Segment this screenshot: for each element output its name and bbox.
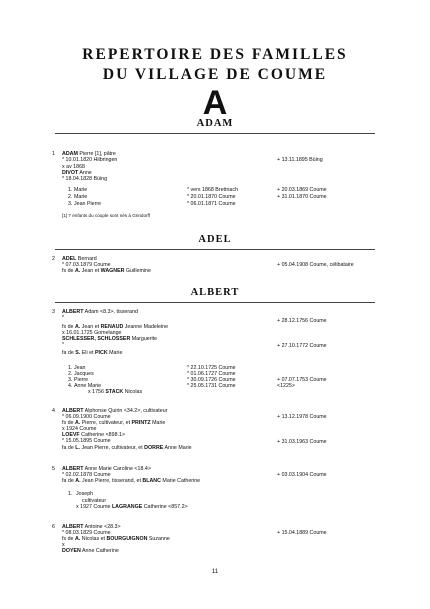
child-death: <1225> (277, 383, 295, 389)
child-birth: * 01.06.1727 Coume (187, 371, 236, 377)
entry-number: 5 (52, 466, 55, 472)
child-name: Marie (74, 187, 88, 193)
birth: * 02.02.1878 Coume (62, 472, 111, 478)
child-birth: * 06.01.1871 Coume (187, 201, 236, 207)
child-name: Jean Pierre (74, 201, 102, 207)
child-name: Pierre (74, 377, 89, 383)
divider (55, 133, 375, 134)
spouse-name: LOEVF Catherine <898.1> (62, 432, 126, 438)
footnote: [1] 7 enfants du couple sont nés à Grindorff (62, 213, 151, 218)
family-heading-albert: ALBERT (190, 287, 240, 298)
person-name: ALBERT Alphonse Quirin <34.2>, cultivateur (62, 408, 168, 414)
child-death: + 31.01.1870 Coume (277, 194, 327, 200)
parents: fs de A. Jean et RENAUD Jeanne Madeleine (62, 324, 169, 330)
section-letter: A (202, 84, 228, 122)
child-number: 2. (68, 371, 73, 377)
family-heading-adel: ADEL (198, 234, 232, 245)
child-number: 3. (68, 201, 73, 207)
family-heading-adam: ADAM (196, 118, 234, 129)
person-name: ADEL Bernard (62, 256, 97, 262)
marriage: x 16.01.1725 Gomelange (62, 330, 122, 336)
marriage: x 1924 Coume (62, 426, 97, 432)
spouse-parents: fa de S. Eli et PICK Marie (62, 350, 123, 356)
spouse-birth: * (62, 342, 65, 348)
child-death: + 20.03.1869 Coume (277, 187, 327, 193)
entry-number: 2 (52, 256, 55, 262)
child-name: Marie (74, 194, 88, 200)
parents: fs de A. Nicolas et BOURGUIGNON Suzanne (62, 536, 170, 542)
death: + 13.11.1895 Büing (277, 157, 323, 163)
divider (55, 249, 375, 250)
death: + 05.04.1908 Coume, célibataire (277, 262, 354, 268)
parents: fa de A. Jean Pierre, tisserand, et BLANC Marie Catherine (62, 478, 201, 484)
birth: * 06.09.1900 Coume (62, 414, 111, 420)
child-death: + 07.07.1753 Coume (277, 377, 327, 383)
child-birth: * 25.05.1731 Coume (187, 383, 236, 389)
entry-number: 4 (52, 408, 55, 414)
child-name: Anne Marie (74, 383, 102, 389)
spouse-death: + 31.03.1963 Coume (277, 439, 327, 445)
birth: * (62, 315, 65, 321)
parents: fs de A. Jean et WAGNER Guillemine (62, 268, 151, 274)
spouse-birth: * 18.04.1828 Büing (62, 176, 108, 182)
page-title-line-2: DU VILLAGE DE COUME (102, 66, 328, 83)
person-name: ALBERT Adam <8.3>, tisserand (62, 309, 138, 315)
page-number: 11 (211, 569, 219, 575)
marriage: x (62, 542, 65, 548)
entry-number: 1 (52, 151, 55, 157)
child-number: 3. (68, 377, 73, 383)
child-birth: * 22.10.1725 Coume (187, 365, 236, 371)
divider (55, 302, 375, 303)
death: + 28.12.1756 Coume (277, 318, 327, 324)
spouse-birth: * 15.05.1895 Coume (62, 438, 111, 444)
death: + 03.03.1904 Coume (277, 472, 327, 478)
child-birth: * 20.01.1870 Coume (187, 194, 236, 200)
spouse-name: DIVOT Anne (62, 170, 92, 176)
spouse-parents: fa de L. Jean Pierre, cultivateur, et DORRE Anne Marie (62, 445, 192, 451)
parents: fs de A. Pierre, cultivateur, et PRINTZ Marie (62, 420, 166, 426)
person-name: ADAM Pierre [1], pâtre (62, 151, 116, 157)
child-birth: * 30.09.1726 Coume (187, 377, 236, 383)
entry-number: 3 (52, 309, 55, 315)
spouse-name: SCHLESSER, SCHLOSSER Marguerite (62, 336, 158, 342)
child-number: 2. (68, 194, 73, 200)
child-number: 1. (68, 365, 73, 371)
page-title-line-1: REPERTOIRE DES FAMILLES (82, 46, 348, 63)
child-number: 1. (68, 491, 73, 497)
child-marriage: x 1756 STACK Nicolas (88, 389, 143, 395)
spouse-name: DOYEN Anne Catherine (62, 548, 119, 554)
child-number: 1. (68, 187, 73, 193)
child-occupation: cultivateur (82, 498, 107, 504)
marriage: x av 1868 (62, 164, 85, 170)
child-number: 4. (68, 383, 73, 389)
child-name: Jean (74, 365, 86, 371)
child-name: Jacques (74, 371, 94, 377)
birth: * 08.03.1829 Coume (62, 530, 111, 536)
child-name: Joseph (76, 491, 94, 497)
child-birth: * vers 1868 Brettnach (187, 187, 238, 193)
birth: * 10.01.1820 Hilbringen (62, 157, 118, 163)
death: + 13.12.1978 Coume (277, 414, 327, 420)
birth: * 07.03.1879 Coume (62, 262, 111, 268)
death: + 15.04.1889 Coume (277, 530, 327, 536)
person-name: ALBERT Anne Marie Caroline <18.4> (62, 466, 151, 472)
entry-number: 6 (52, 524, 55, 530)
child-marriage: x 1927 Coume LAGRANGE Catherine <857.2> (76, 504, 188, 510)
spouse-death: + 27.10.1772 Coume (277, 343, 327, 349)
person-name: ALBERT Antoine <28.3> (62, 524, 121, 530)
